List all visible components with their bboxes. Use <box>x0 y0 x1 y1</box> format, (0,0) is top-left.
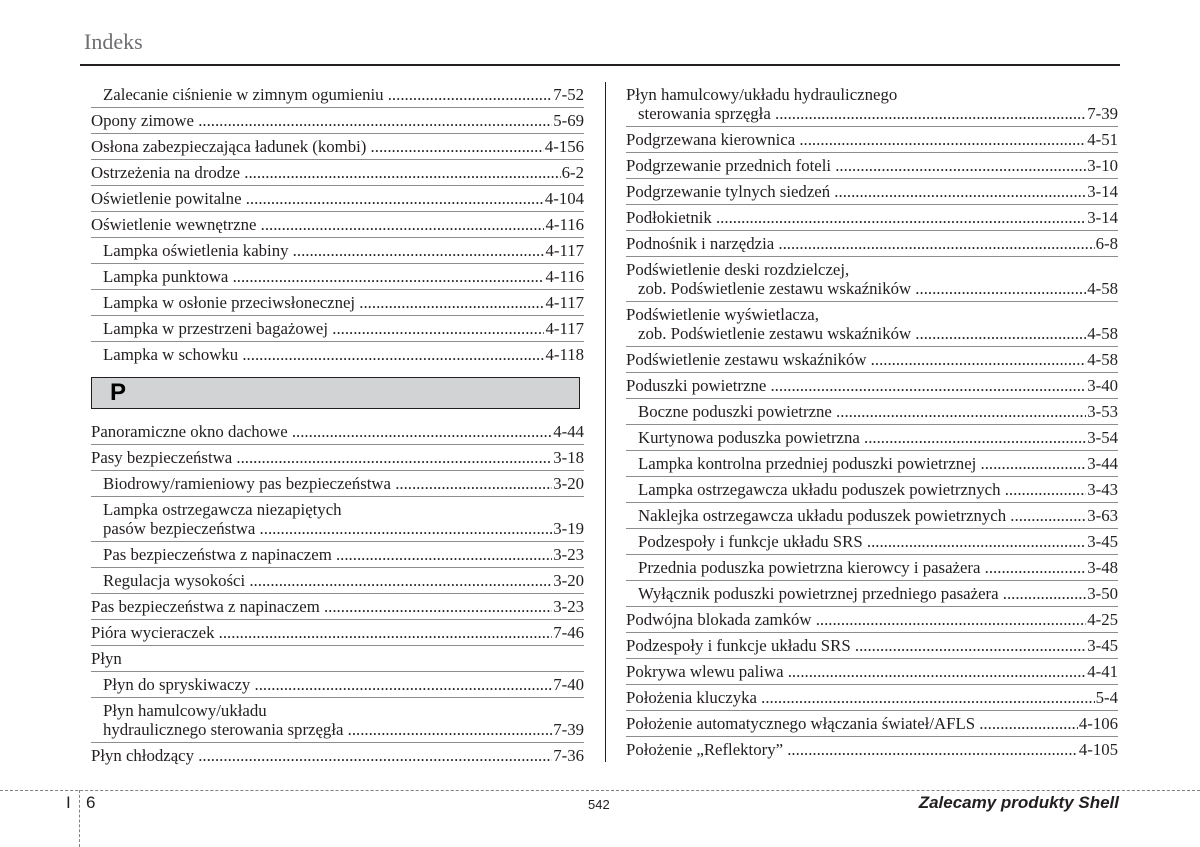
index-entry-text: hydraulicznego sterowania sprzęgła ..... <box>103 720 584 739</box>
index-entry <box>91 620 584 646</box>
index-entry <box>91 542 584 568</box>
index-entry-text: Podświetlenie zestawu wskaźników ..... <box>626 350 1118 369</box>
index-entry <box>626 399 1118 425</box>
index-entry-text: Lampka ostrzegawcza układu poduszek powietrznych ..... <box>638 480 1118 499</box>
footer-advertisement: Zalecamy produkty Shell <box>918 793 1119 812</box>
index-entry-heading: Lampka ostrzegawcza niezapiętych <box>103 500 342 519</box>
index-entry-page: 3-14 <box>1087 208 1118 227</box>
index-entry-text: Pasy bezpieczeństwa ..... <box>91 448 584 467</box>
index-entry-page: 4-116 <box>545 215 584 234</box>
index-entry-text: Naklejka ostrzegawcza układu poduszek powietrznych ..... <box>638 506 1118 525</box>
index-entry <box>91 743 584 768</box>
index-entry-text: Ostrzeżenia na drodze ..... <box>91 163 584 182</box>
index-entry <box>91 238 584 264</box>
index-entry <box>626 302 1118 347</box>
index-entry-page: 4-117 <box>545 241 584 260</box>
footer-cut-line <box>0 790 1200 791</box>
index-entry-page: 3-20 <box>553 474 584 493</box>
index-entry <box>91 568 584 594</box>
index-entry <box>91 212 584 238</box>
index-entry <box>91 698 584 743</box>
index-entry-page: 7-36 <box>553 746 584 765</box>
index-entry-page: 4-58 <box>1087 324 1118 343</box>
index-entry-page: 5-4 <box>1095 688 1118 707</box>
index-entry-text: Kurtynowa poduszka powietrzna ..... <box>638 428 1118 447</box>
index-entry-page: 4-25 <box>1087 610 1118 629</box>
index-entry-text: Podzespoły i funkcje układu SRS ..... <box>626 636 1118 655</box>
index-entry-page: 4-44 <box>553 422 584 441</box>
index-entry-page: 4-104 <box>544 189 584 208</box>
index-entry-text: Lampka w osłonie przeciwsłonecznej ..... <box>103 293 584 312</box>
index-entry-text: Lampka w przestrzeni bagażowej ..... <box>103 319 584 338</box>
index-entry-heading: Podświetlenie wyświetlacza, <box>626 305 819 324</box>
index-entry <box>91 646 584 672</box>
index-entry-page: 3-18 <box>553 448 584 467</box>
index-entry-page: 4-156 <box>544 137 584 156</box>
index-list-p <box>91 419 584 768</box>
index-entry-page: 4-106 <box>1078 714 1118 733</box>
index-entry-page: 3-44 <box>1087 454 1118 473</box>
page-header-title: Indeks <box>84 29 143 54</box>
index-entry <box>626 555 1118 581</box>
index-entry-page: 4-117 <box>545 293 584 312</box>
index-entry-page: 5-69 <box>553 111 584 130</box>
index-entry-page: 7-39 <box>1087 104 1118 123</box>
index-entry-text: Lampka kontrolna przedniej poduszki powietrznej ..... <box>638 454 1118 473</box>
index-entry-text: Płyn do spryskiwaczy ..... <box>103 675 584 694</box>
index-entry-text: Pas bezpieczeństwa z napinaczem ..... <box>91 597 584 616</box>
index-entry-page: 3-20 <box>553 571 584 590</box>
index-entry-page: 4-51 <box>1087 130 1118 149</box>
index-entry <box>91 497 584 542</box>
index-entry <box>91 134 584 160</box>
index-entry-text: zob. Podświetlenie zestawu wskaźników ..... <box>626 324 1118 343</box>
footer-page-number: 542 <box>588 797 610 812</box>
index-entry-page: 3-63 <box>1087 506 1118 525</box>
index-entry <box>626 711 1118 737</box>
index-entry-page: 3-43 <box>1087 480 1118 499</box>
index-entry-page: 3-19 <box>553 519 584 538</box>
index-entry-page: 3-23 <box>553 545 584 564</box>
index-entry-page: 3-10 <box>1087 156 1118 175</box>
index-entry <box>626 503 1118 529</box>
index-entry-text: Wyłącznik poduszki powietrznej przedniego pasażera ..... <box>638 584 1118 603</box>
index-entry-text: Płyn <box>91 649 122 668</box>
index-entry <box>626 633 1118 659</box>
index-entry-page: 4-41 <box>1087 662 1118 681</box>
index-entry-text: Zalecanie ciśnienie w zimnym ogumieniu ..... <box>103 85 584 104</box>
footer-chapter-page: 6 <box>86 793 96 812</box>
index-entry-text: Podgrzewanie przednich foteli ..... <box>626 156 1118 175</box>
index-entry-text: zob. Podświetlenie zestawu wskaźników ..... <box>626 279 1118 298</box>
index-entry-page: 4-105 <box>1078 740 1118 759</box>
index-entry-text: Oświetlenie wewnętrzne ..... <box>91 215 584 234</box>
index-entry-text: Podzespoły i funkcje układu SRS ..... <box>638 532 1118 551</box>
index-entry <box>91 594 584 620</box>
index-entry <box>91 445 584 471</box>
index-entry-page: 3-45 <box>1087 636 1118 655</box>
index-entry-text: Oświetlenie powitalne ..... <box>91 189 584 208</box>
index-entry-page: 4-117 <box>545 319 584 338</box>
index-entry <box>626 425 1118 451</box>
index-entry-page: 7-40 <box>553 675 584 694</box>
index-entry-page: 7-46 <box>553 623 584 642</box>
section-header-p <box>91 377 580 409</box>
index-entry-text: Boczne poduszki powietrzne ..... <box>638 402 1118 421</box>
index-entry-text: Osłona zabezpieczająca ładunek (kombi) ..... <box>91 137 584 156</box>
index-entry <box>91 264 584 290</box>
index-entry <box>91 160 584 186</box>
header-rule <box>80 64 1120 66</box>
footer-cut-line-vertical <box>79 790 80 847</box>
index-entry <box>626 659 1118 685</box>
footer-section-marker: I <box>66 793 71 812</box>
index-entry-text: Lampka oświetlenia kabiny ..... <box>103 241 584 260</box>
index-entry-text: Płyn chłodzący ..... <box>91 746 584 765</box>
index-entry-page: 6-2 <box>561 163 584 182</box>
index-entry <box>626 685 1118 711</box>
index-entry-text: Lampka punktowa ..... <box>103 267 584 286</box>
index-entry <box>626 451 1118 477</box>
index-entry-text: Pas bezpieczeństwa z napinaczem ..... <box>103 545 584 564</box>
index-column-right <box>626 82 1118 762</box>
index-list-o <box>91 82 584 367</box>
index-entry <box>626 529 1118 555</box>
index-entry-text: Położenia kluczyka ..... <box>626 688 1118 707</box>
index-list-right <box>626 82 1118 762</box>
index-entry <box>91 82 584 108</box>
index-entry-page: 3-53 <box>1087 402 1118 421</box>
index-entry <box>91 419 584 445</box>
index-entry-text: Podgrzewanie tylnych siedzeń ..... <box>626 182 1118 201</box>
index-entry-page: 4-58 <box>1087 279 1118 298</box>
index-entry <box>626 607 1118 633</box>
index-entry-text: Przednia poduszka powietrzna kierowcy i pasażera ..... <box>638 558 1118 577</box>
index-entry-text: Lampka w schowku ..... <box>103 345 584 364</box>
index-entry-page: 6-8 <box>1095 234 1118 253</box>
index-entry-page: 3-50 <box>1087 584 1118 603</box>
column-divider <box>605 82 606 762</box>
index-entry-text: Podnośnik i narzędzia ..... <box>626 234 1118 253</box>
index-entry-text: Poduszki powietrzne ..... <box>626 376 1118 395</box>
index-entry-page: 3-45 <box>1087 532 1118 551</box>
index-entry-text: Panoramiczne okno dachowe ..... <box>91 422 584 441</box>
index-entry <box>626 257 1118 302</box>
index-entry-text: Biodrowy/ramieniowy pas bezpieczeństwa ..... <box>103 474 584 493</box>
index-entry-text: sterowania sprzęgła ..... <box>626 104 1118 123</box>
index-entry-heading: Płyn hamulcowy/układu hydraulicznego <box>626 85 898 104</box>
index-entry-page: 3-40 <box>1087 376 1118 395</box>
index-entry <box>91 186 584 212</box>
index-entry-text: Podwójna blokada zamków ..... <box>626 610 1118 629</box>
index-entry <box>91 290 584 316</box>
index-entry-page: 7-39 <box>553 720 584 739</box>
index-entry-text: Położenie automatycznego włączania świateł/AFLS ..... <box>626 714 1118 733</box>
index-entry <box>91 471 584 497</box>
index-entry-page: 3-54 <box>1087 428 1118 447</box>
index-column-left <box>91 82 584 768</box>
index-entry-text: pasów bezpieczeństwa ..... <box>103 519 584 538</box>
index-entry <box>626 373 1118 399</box>
index-entry-page: 4-118 <box>545 345 584 364</box>
index-entry <box>626 581 1118 607</box>
index-entry <box>91 672 584 698</box>
index-entry <box>626 231 1118 257</box>
index-entry-text: Opony zimowe ..... <box>91 111 584 130</box>
index-entry-text: Podgrzewana kierownica ..... <box>626 130 1118 149</box>
index-entry <box>91 316 584 342</box>
index-entry-text: Położenie „Reflektory” ..... <box>626 740 1118 759</box>
index-entry <box>626 82 1118 127</box>
section-letter: P <box>110 379 127 406</box>
index-entry <box>626 205 1118 231</box>
index-entry <box>626 737 1118 762</box>
index-entry-page: 7-52 <box>553 85 584 104</box>
index-entry-text: Podłokietnik ..... <box>626 208 1118 227</box>
index-entry <box>91 342 584 367</box>
index-entry-text: Regulacja wysokości ..... <box>103 571 584 590</box>
index-entry <box>626 127 1118 153</box>
index-entry <box>626 347 1118 373</box>
index-entry <box>626 477 1118 503</box>
index-entry-page: 3-48 <box>1087 558 1118 577</box>
index-entry-text: Pióra wycieraczek ..... <box>91 623 584 642</box>
index-entry-text: Pokrywa wlewu paliwa ..... <box>626 662 1118 681</box>
index-entry <box>91 108 584 134</box>
index-entry <box>626 153 1118 179</box>
index-entry-page: 4-116 <box>545 267 584 286</box>
index-entry <box>626 179 1118 205</box>
index-entry-page: 4-58 <box>1087 350 1118 369</box>
index-entry-page: 3-23 <box>553 597 584 616</box>
index-entry-heading: Płyn hamulcowy/układu <box>103 701 267 720</box>
index-entry-page: 3-14 <box>1087 182 1118 201</box>
index-entry-heading: Podświetlenie deski rozdzielczej, <box>626 260 850 279</box>
